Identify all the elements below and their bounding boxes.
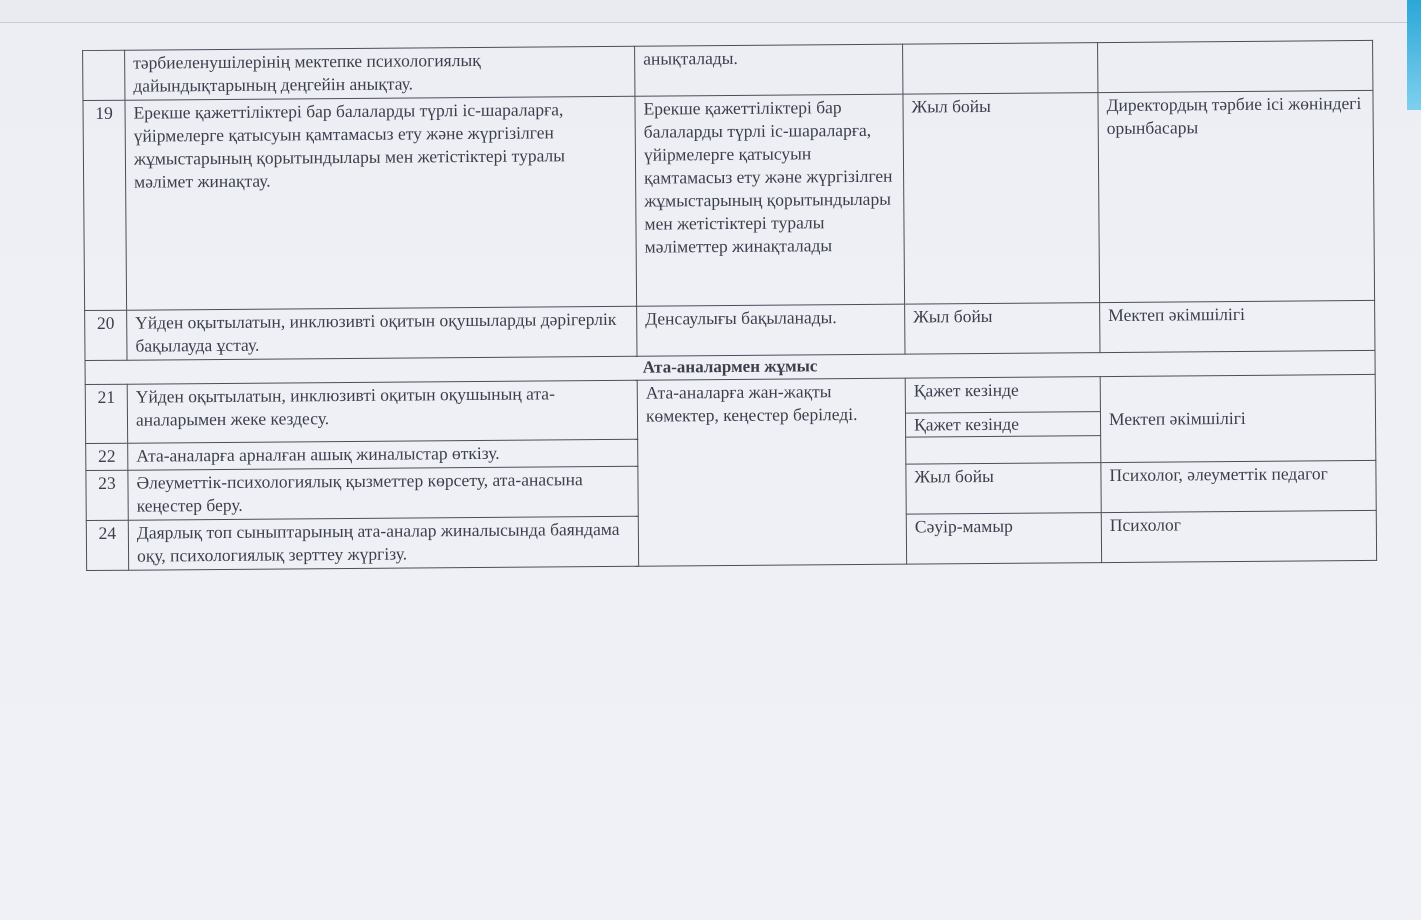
table-row: [85, 374, 1375, 443]
event-cell: Даярлық топ сыныптарының ата-аналар жиналысында баяндама оқу, психологиялық зерттеу жүргізу.: [128, 516, 638, 570]
row-number: 20: [85, 310, 127, 360]
row-number: [83, 50, 125, 100]
event-cell: Ерекше қажеттіліктері бар балаларды түрлі іс-шараларға, үйірмелерге қатысуын қамтамасыз ету және жүргізілген жұмыстарының қорытындылары мен жетістіктері туралы мәлімет жинақтау.: [125, 96, 637, 310]
folder-edge: [1407, 0, 1421, 110]
responsible-cell: Психолог, әлеуметтік педагог: [1101, 460, 1376, 512]
timing-cell: Сәуір-мамыр: [906, 513, 1101, 565]
timing-text: Қажет кезінде: [906, 411, 1100, 437]
event-cell: Үйден оқытылатын, инклюзивті оқитын оқушының ата-аналарымен жеке кездесу.: [127, 380, 637, 443]
responsible-text: Мектеп әкімшілігі: [1108, 407, 1246, 429]
responsible-cell: Мектеп әкімшілігі: [1100, 300, 1375, 352]
row-number: 19: [83, 100, 127, 310]
timing-cell: Жыл бойы: [903, 93, 1100, 305]
row-number: 24: [86, 520, 128, 570]
timing-text: Қажет кезінде: [913, 379, 1019, 401]
responsible-cell: Директордың тәрбие ісі жөніндегі орынбасары: [1098, 90, 1375, 302]
timing-cell: Жыл бойы: [906, 463, 1101, 515]
responsible-cell: Психолог: [1101, 510, 1376, 562]
result-cell: анықталады.: [635, 44, 903, 96]
timing-cell: Жыл бойы: [905, 303, 1100, 355]
row-number: 21: [85, 384, 127, 443]
responsible-cell: [1098, 40, 1373, 92]
event-cell: тәрбиеленушілерінің мектепке психологиялық дайындықтарының деңгейін анықтау.: [125, 46, 635, 100]
timing-cell: [903, 43, 1098, 95]
section-title: Ата-аналармен жұмыс: [85, 350, 1375, 384]
result-cell: Ерекше қажеттіліктері бар балаларды түрлі іс-шараларға, үйірмелерге қатысуын қамтамасыз ету және жүргізілген жұмыстарының қорытындылары мен жетістіктері туралы мәліметтер жинақталады: [635, 94, 905, 306]
event-cell: Үйден оқытылатын, инклюзивті оқитын оқушыларды дәрігерлік бақылауда ұстау.: [127, 306, 637, 360]
event-cell: Ата-аналарға арналған ашық жиналыстар өткізу.: [128, 439, 638, 470]
result-cell: Ата-аналарға жан-жақты көмектер, кеңестер беріледі.: [637, 378, 906, 566]
timing-cell: [905, 377, 1100, 438]
result-cell: Денсаулығы бақыланады.: [637, 304, 905, 356]
previous-page-edge: [0, 0, 1410, 23]
row-number: 22: [86, 443, 128, 470]
timing-cell-empty: [906, 436, 1101, 465]
table-row: [83, 90, 1375, 310]
responsible-cell: [1100, 374, 1376, 462]
plan-table: [82, 40, 1377, 571]
event-cell: Әлеуметтік-психологиялық қызметтер көрсету, ата-анасына кеңестер беру.: [128, 466, 638, 520]
row-number: 23: [86, 470, 128, 520]
